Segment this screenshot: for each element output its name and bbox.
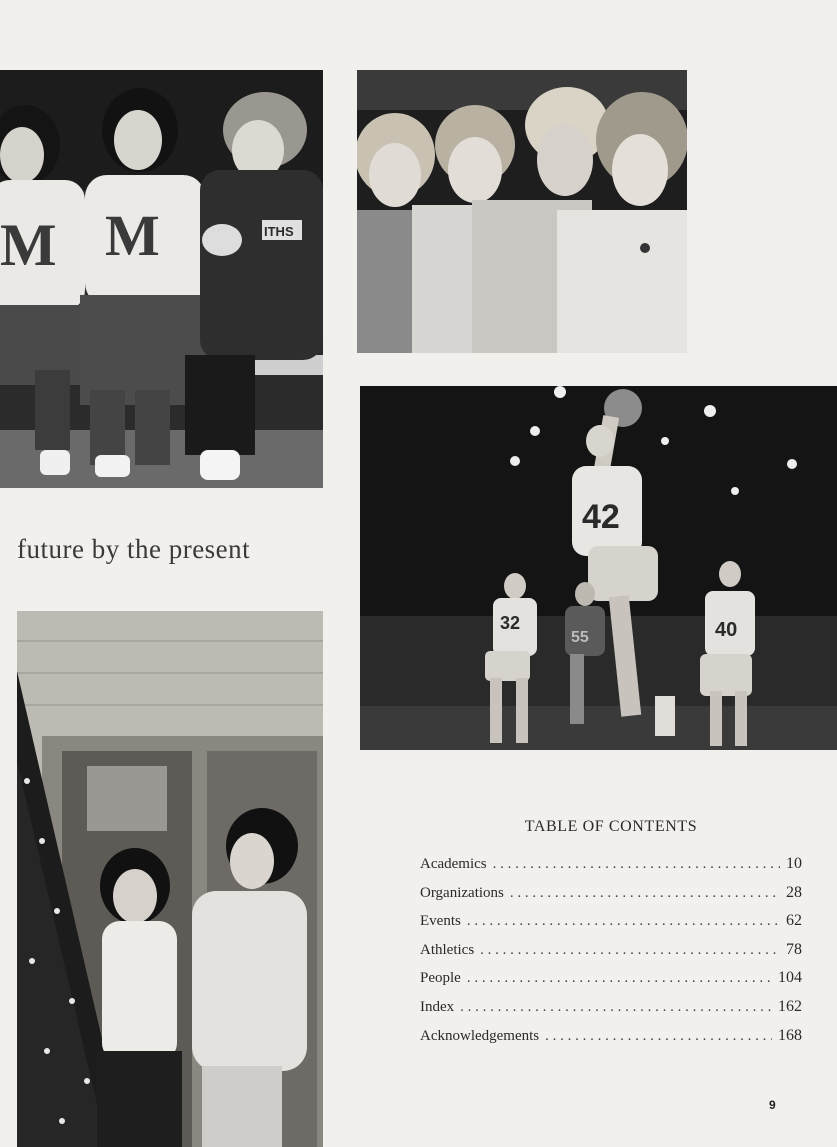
toc-leader-dots [493,856,780,873]
toc-label: People [420,970,461,987]
toc-label: Athletics [420,941,475,958]
jersey-number-right: 40 [715,619,738,641]
toc-page: 78 [786,940,802,958]
jersey-number-left: 32 [500,613,521,633]
toc-entry-events [420,912,802,941]
toc-label: Acknowledgements [420,1027,540,1044]
toc-entry-athletics [420,941,802,970]
toc-page: 168 [778,1026,802,1044]
caption-text: future by the present [17,534,251,564]
toc-entry-acknowledgements [420,1027,802,1056]
toc-page: 28 [786,883,802,901]
table-of-contents [420,855,802,1055]
photo-four-girls [357,70,687,353]
toc-entry-academics [420,855,802,884]
page-number: 9 [769,1098,776,1112]
toc-page: 10 [786,855,802,872]
toc-page: 104 [778,969,802,987]
toc-label: Organizations [420,884,504,901]
jersey-number-mid: 55 [571,629,589,646]
jacket-text: ITHS [264,224,294,239]
toc-entry-organizations [420,884,802,913]
jersey-number-main: 42 [582,498,620,536]
photo-cheerleaders [0,70,323,488]
toc-leader-dots [510,885,780,902]
toc-label: Events [420,913,461,930]
toc-title: TABLE OF CONTENTS [524,818,698,835]
toc-entry-people [420,969,802,998]
toc-label: Academics [420,856,487,872]
photo-christmas-tree [17,611,323,1147]
toc-label: Index [420,998,455,1015]
toc-entry-index [420,998,802,1027]
toc-page: 162 [778,997,802,1015]
sweater-letter-2: M [105,203,160,268]
toc-leader-dots [460,999,772,1016]
photo-basketball [360,386,837,750]
toc-leader-dots [545,1028,772,1045]
toc-page: 62 [786,912,802,930]
toc-leader-dots [480,942,780,959]
toc-leader-dots [467,913,780,930]
sweater-letter-1: M [0,212,57,278]
toc-leader-dots [467,970,772,987]
